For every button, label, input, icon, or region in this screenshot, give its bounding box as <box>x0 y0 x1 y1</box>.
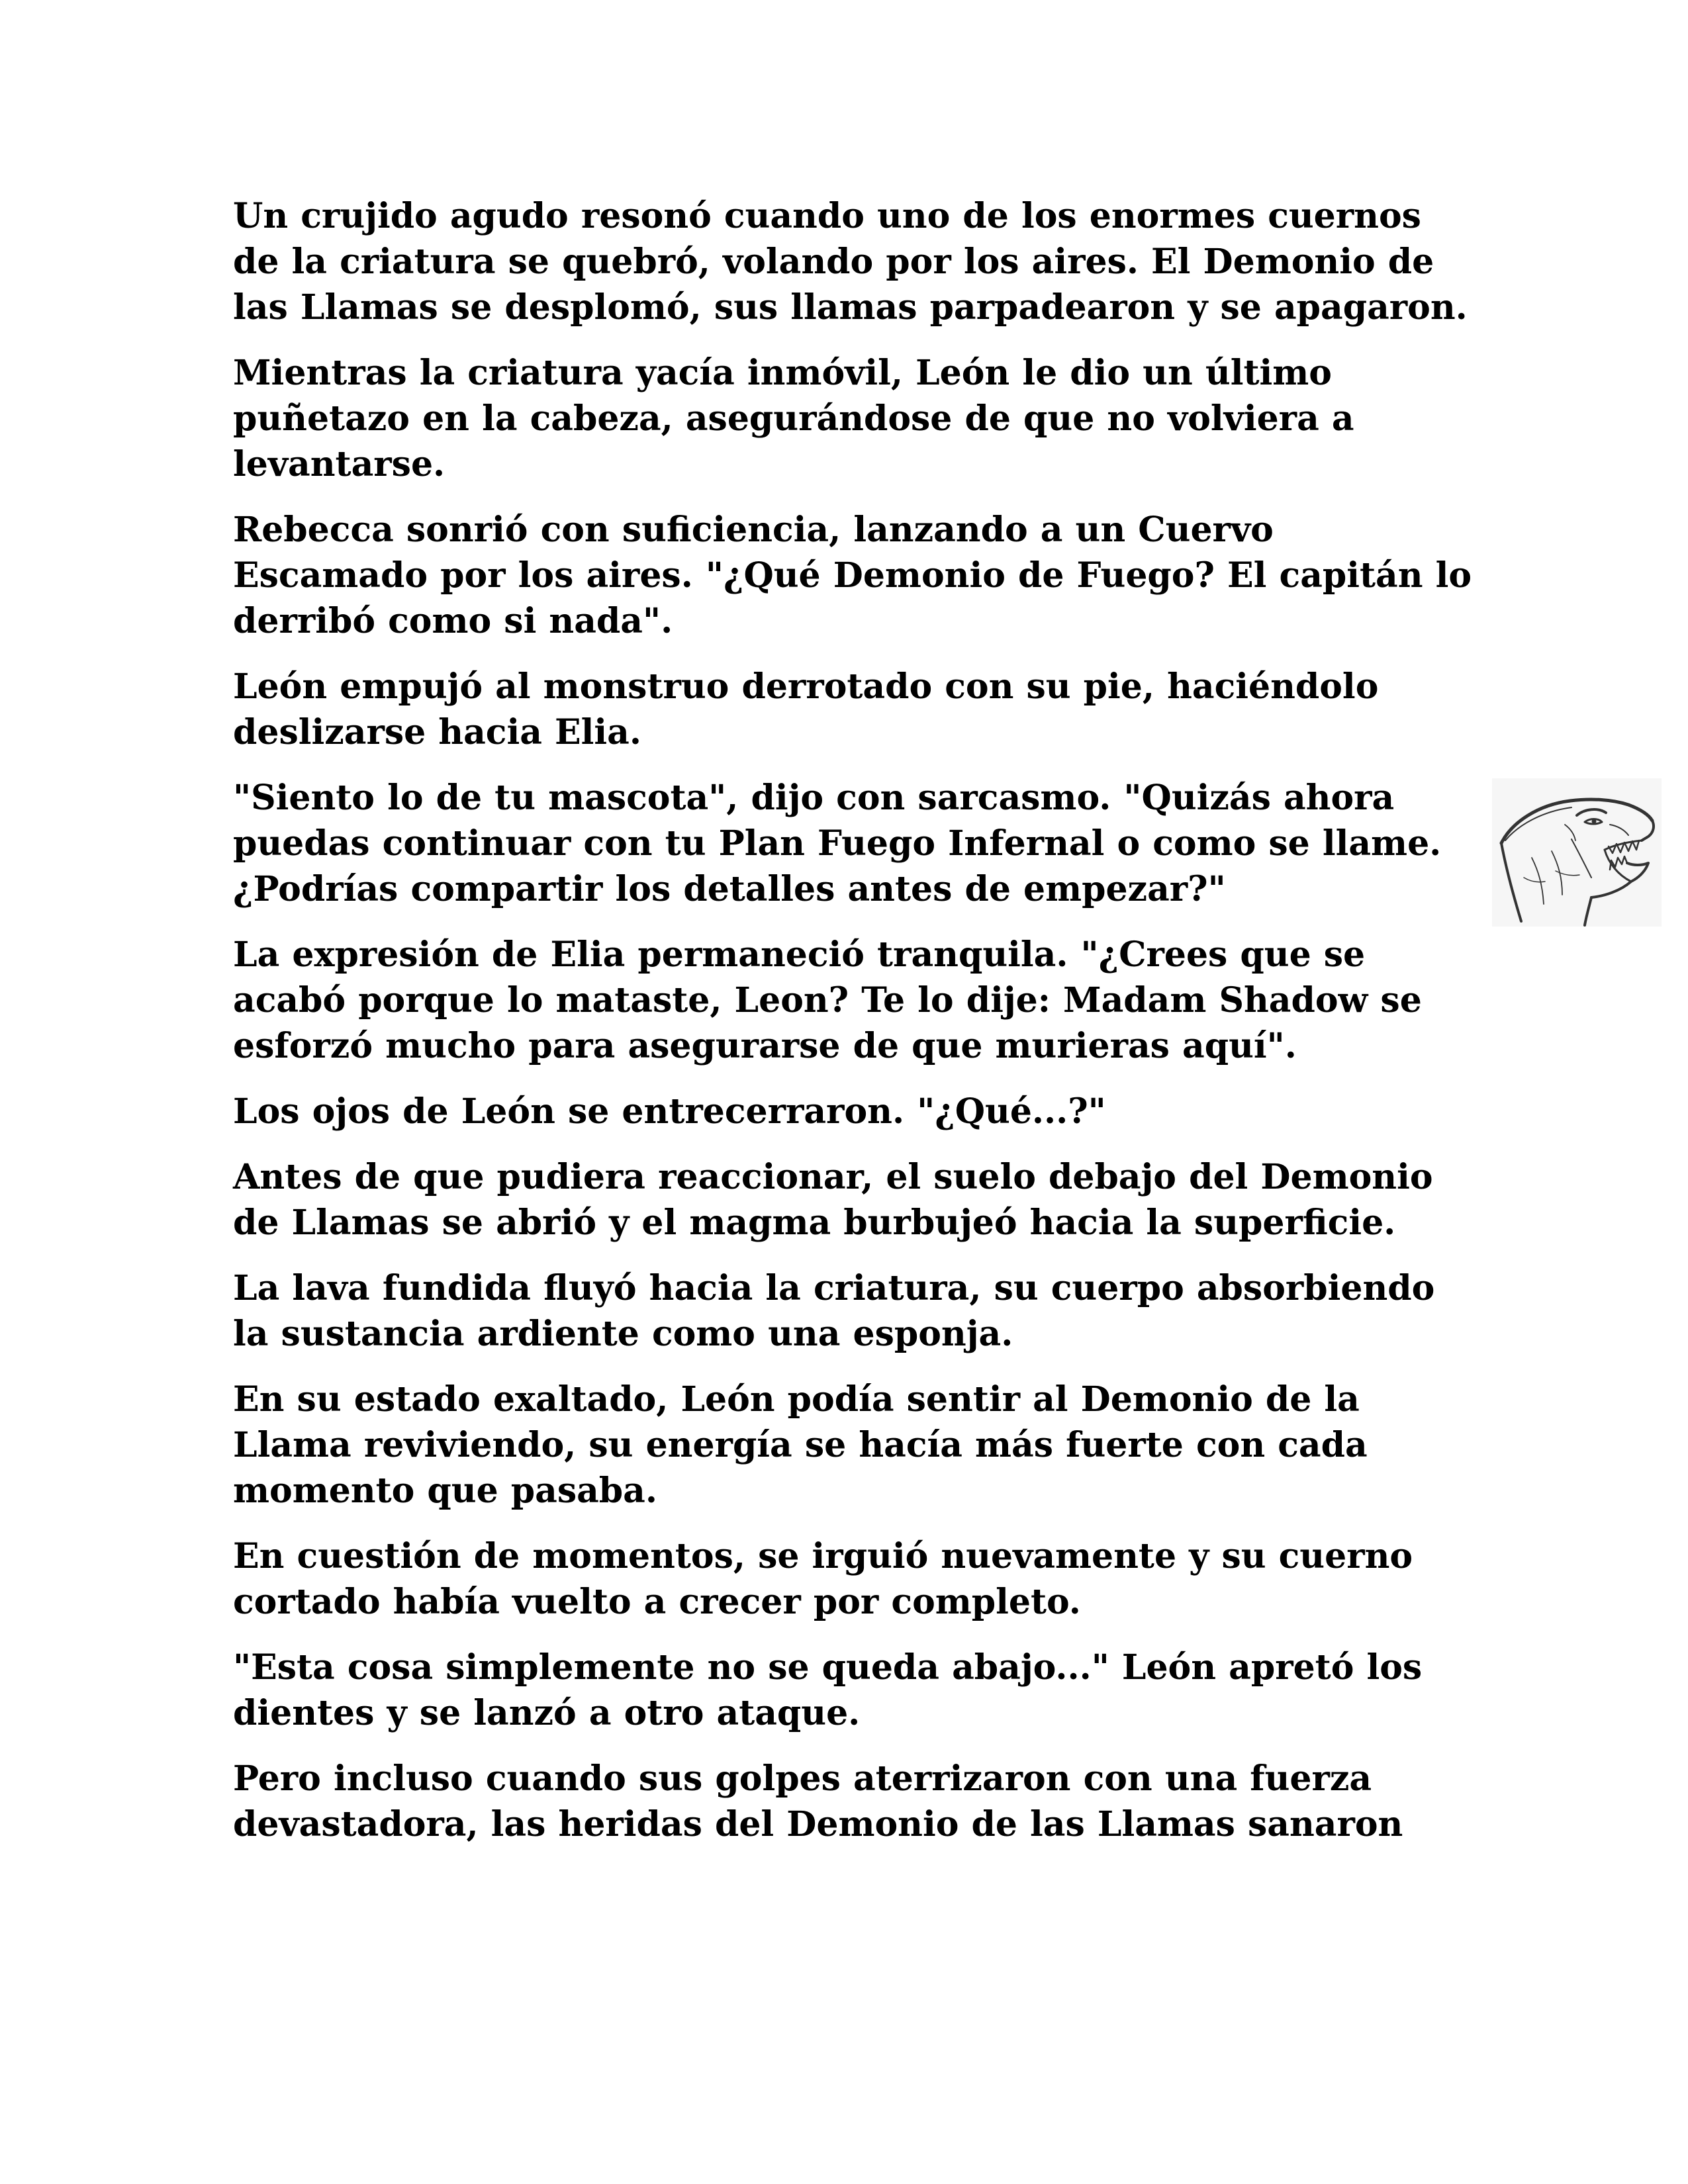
paragraph: La lava fundida fluyó hacia la criatura, su cuerpo absorbiendo la sustancia ardiente como una esponja. <box>233 1268 1435 1354</box>
paragraph: En su estado exaltado, León podía sentir al Demonio de la Llama reviviendo, su energía se hacía más fuerte con cada momento que pasaba. <box>233 1379 1368 1511</box>
body-text <box>233 193 1477 1867</box>
paragraph: Rebecca sonrió con suficiencia, lanzando a un Cuervo Escamado por los aires. "¿Qué Demonio de Fuego? El capitán lo derribó como si nada". <box>233 510 1472 641</box>
paragraph: Un crujido agudo resonó cuando uno de los enormes cuernos de la criatura se quebró, volando por los aires. El Demonio de las Llamas se desplomó, sus llamas parpadearon y se apagaron. <box>233 196 1468 328</box>
paragraph: León empujó al monstruo derrotado con su pie, haciéndolo deslizarse hacia Elia. <box>233 666 1379 752</box>
paragraph: Pero incluso cuando sus golpes aterrizaron con una fuerza devastadora, las heridas del Demonio de las Llamas sanaron <box>233 1758 1403 1844</box>
paragraph: La expresión de Elia permaneció tranquila. "¿Crees que se acabó porque lo mataste, Leon? Te lo dije: Madam Shadow se esforzó mucho para asegurarse de que murieras aquí". <box>233 934 1422 1066</box>
paragraph: Mientras la criatura yacía inmóvil, León le dio un último puñetazo en la cabeza, asegurándose de que no volviera a levantarse. <box>233 353 1354 484</box>
paragraph: "Esta cosa simplemente no se queda abajo..." León apretó los dientes y se lanzó a otro ataque. <box>233 1647 1423 1733</box>
dinosaur-head-sketch-icon <box>1492 778 1662 927</box>
paragraph: "Siento lo de tu mascota", dijo con sarcasmo. "Quizás ahora puedas continuar con tu Plan Fuego Infernal o como se llame. ¿Podrías compartir los detalles antes de empezar?" <box>233 778 1442 909</box>
paragraph: Antes de que pudiera reaccionar, el suelo debajo del Demonio de Llamas se abrió y el magma burbujeó hacia la superficie. <box>233 1157 1433 1243</box>
paragraph: En cuestión de momentos, se irguió nuevamente y su cuerno cortado había vuelto a crecer por completo. <box>233 1536 1413 1622</box>
paragraph: Los ojos de León se entrecerraron. "¿Qué...?" <box>233 1091 1106 1132</box>
